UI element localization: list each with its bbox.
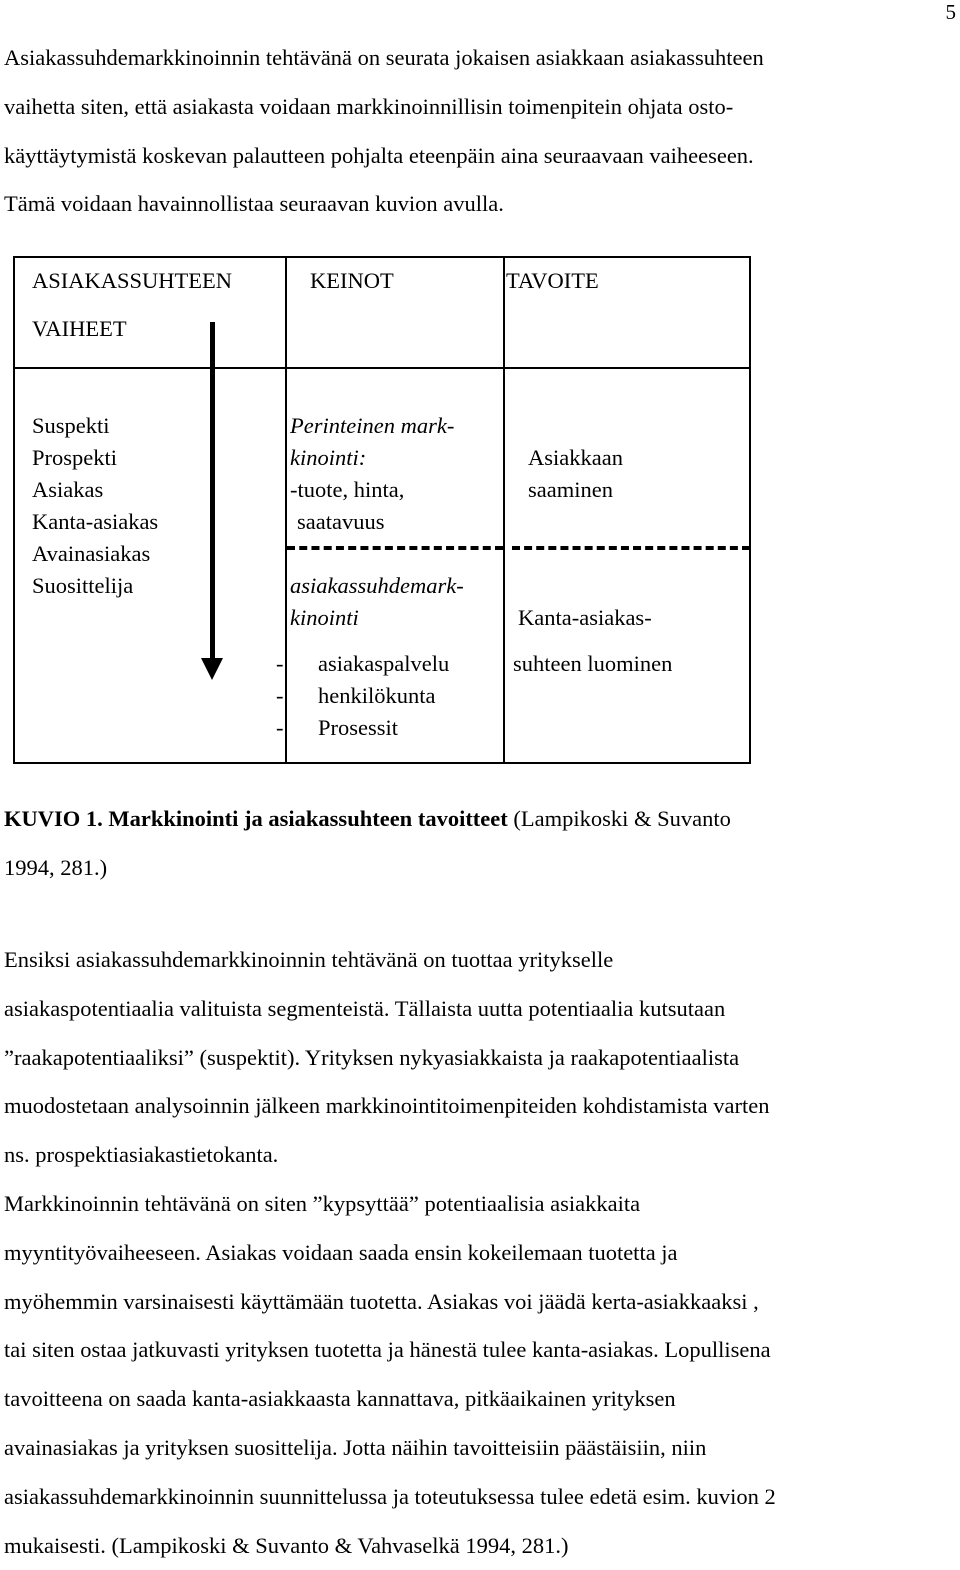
relationship-heading-line1: asiakassuhdemark- — [290, 573, 464, 598]
header-means: KEINOT — [310, 268, 394, 293]
body-line: myyntityövaiheeseen. Asiakas voidaan saada ensin kokeilemaan tuotetta ja — [4, 1239, 678, 1265]
stages-list — [32, 410, 158, 602]
body-line: Markkinoinnin tehtävänä on siten ”kypsyttää” potentiaalisia asiakkaita — [4, 1190, 641, 1216]
body-line: Ensiksi asiakassuhdemarkkinoinnin tehtävänä on tuottaa yritykselle — [4, 947, 614, 972]
stage-item: Asiakas — [32, 477, 104, 502]
progression-arrow — [210, 322, 215, 662]
intro-line: Asiakassuhdemarkkinoinnin tehtävänä on seurata jokaisen asiakkaan asiakassuhteen — [4, 45, 764, 70]
intro-line: käyttäytymistä koskevan palautteen pohjalta eteenpäin aina seuraavaan vaiheeseen. — [4, 142, 754, 168]
header-stages-line2: VAIHEET — [32, 316, 127, 341]
caption-source-line2: 1994, 281.) — [4, 854, 108, 880]
stage-item: Prospekti — [32, 445, 118, 470]
arrow-head-icon — [201, 658, 223, 680]
relationship-heading-line2: kinointi — [290, 605, 359, 630]
stage-item: Suosittelija — [32, 573, 134, 598]
goal2-line2: suhteen luominen — [513, 651, 673, 676]
body-line: muodostetaan analysoinnin jälkeen markkinointitoimenpiteiden kohdistamista varten — [4, 1093, 770, 1119]
intro-line: vaihetta siten, että asiakasta voidaan markkinoinnillisin toimenpitein ohjata osto- — [4, 93, 734, 119]
dashed-divider — [287, 546, 503, 550]
body-line: myöhemmin varsinaisesti käyttämään tuotetta. Asiakas voi jäädä kerta-asiakkaaksi , — [4, 1288, 759, 1314]
relationship-bullet: - — [276, 651, 284, 676]
goal1-line2: saaminen — [528, 477, 613, 502]
body-line: tai siten ostaa jatkuvasti yrityksen tuotetta ja hänestä tulee kanta-asiakas. Lopullisena — [4, 1337, 771, 1363]
traditional-heading-line1: Perinteinen mark- — [290, 413, 455, 438]
body-paragraph — [4, 936, 954, 1570]
traditional-heading-line2: kinointi: — [290, 445, 367, 470]
body-line: avainasiakas ja yrityksen suosittelija. Jotta näihin tavoitteisiin päästäisiin, niin — [4, 1434, 707, 1460]
page-number: 5 — [945, 0, 956, 24]
stage-item: Suspekti — [32, 413, 110, 438]
body-line: ns. prospektiasiakastietokanta. — [4, 1142, 279, 1168]
column-divider — [285, 256, 287, 764]
caption-source: (Lampikoski & Suvanto — [513, 806, 731, 831]
header-goal: TAVOITE — [506, 268, 599, 293]
relationship-bullet: - — [276, 683, 284, 708]
caption-title: Markkinointi ja asiakassuhteen tavoitteet — [108, 806, 508, 831]
goal1-line1: Asiakkaan — [528, 445, 623, 470]
column-divider — [503, 549, 505, 764]
intro-line: Tämä voidaan havainnollistaa seuraavan kuvion avulla. — [4, 191, 504, 217]
body-line: mukaisesti. (Lampikoski & Suvanto & Vahvaselkä 1994, 281.) — [4, 1532, 569, 1558]
body-line: ”raakapotentiaaliksi” (suspektit). Yrityksen nykyasiakkaista ja raakapotentiaalista — [4, 1044, 740, 1070]
traditional-item-line1: -tuote, hinta, — [290, 477, 405, 502]
relationship-bullet: - — [276, 715, 284, 740]
traditional-item-line2: saatavuus — [297, 509, 385, 534]
figure-caption — [4, 795, 954, 893]
dashed-divider — [512, 546, 750, 550]
body-line: tavoitteena on saada kanta-asiakkaasta kannattava, pitkäaikainen yrityksen — [4, 1386, 676, 1412]
column-divider — [503, 256, 505, 369]
body-line: asiakaspotentiaalia valituista segmenteistä. Tällaista uutta potentiaalia kutsutaan — [4, 995, 726, 1021]
column-divider — [503, 367, 505, 549]
caption-label: KUVIO 1. — [4, 806, 103, 831]
relationship-item: Prosessit — [318, 715, 399, 740]
stage-item: Avainasiakas — [32, 541, 151, 566]
header-stages-line1: ASIAKASSUHTEEN — [32, 268, 233, 293]
relationship-item: henkilökunta — [318, 683, 436, 708]
relationship-item: asiakaspalvelu — [318, 651, 450, 676]
stage-item: Kanta-asiakas — [32, 509, 159, 534]
body-line: asiakassuhdemarkkinoinnin suunnittelussa ja toteutuksessa tulee edetä esim. kuvion 2 — [4, 1483, 776, 1509]
goal2-line1: Kanta-asiakas- — [518, 605, 652, 630]
intro-paragraph — [4, 34, 954, 229]
